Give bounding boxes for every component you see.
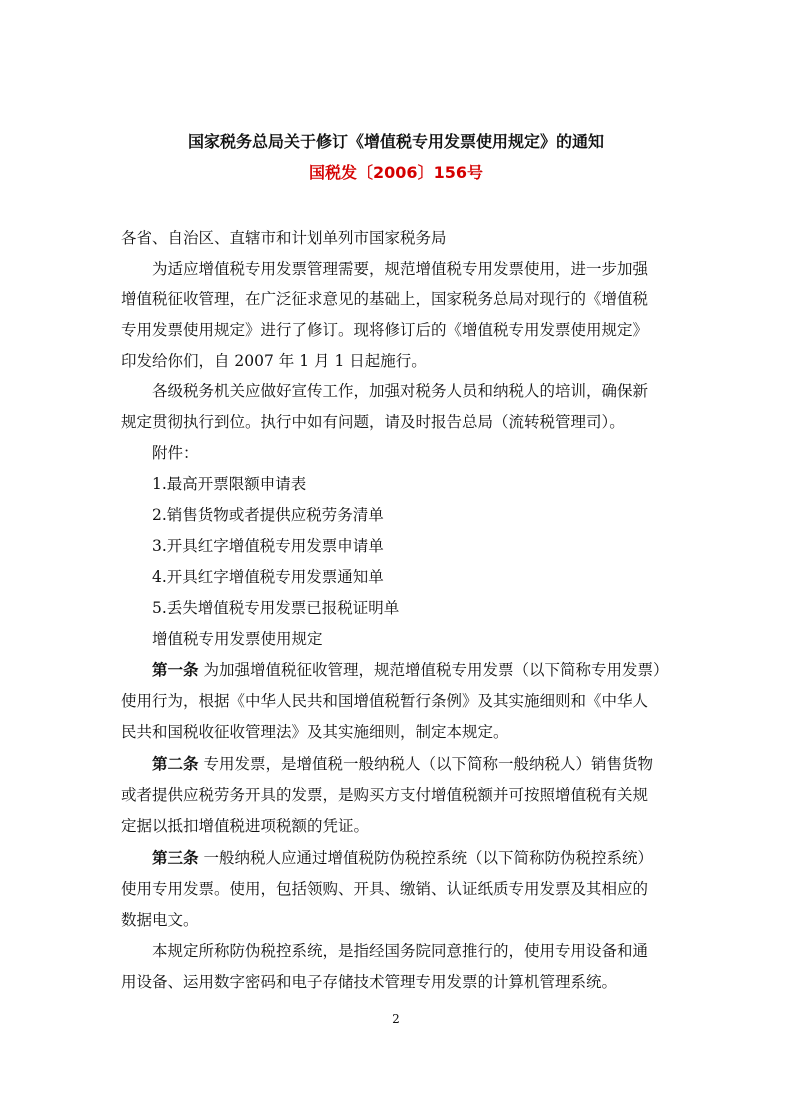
article-2 (152, 753, 653, 775)
page-title: 国家税务总局关于修订《增值税专用发票使用规定》的通知 (187, 132, 604, 151)
attachments-label: 附件： (152, 444, 199, 462)
addressee: 各省、自治区、直辖市和计划单列市国家税务局 (121, 229, 447, 247)
article-text: 为加强增值税征收管理，规范增值税专用发票（以下简称专用发票） (203, 661, 669, 679)
paragraph-line: 为适应增值税专用发票管理需要，规范增值税专用发票使用，进一步加强 (152, 260, 649, 278)
paragraph-line: 定据以抵扣增值税进项税额的凭证。 (121, 817, 370, 835)
page-number: 2 (392, 1012, 400, 1026)
paragraph-line: 或者提供应税劳务开具的发票，是购买方支付增值税额并可按照增值税有关规 (121, 786, 649, 804)
attachment-item: 4.开具红字增值税专用发票通知单 (152, 568, 384, 586)
paragraph-line: 使用专用发票。使用，包括领购、开具、缴销、认证纸质专用发票及其相应的 (121, 880, 649, 898)
attachment-item: 3.开具红字增值税专用发票申请单 (152, 537, 384, 555)
document-number: 国税发〔2006〕156号 (309, 163, 483, 182)
paragraph-line: 数据电文。 (121, 911, 199, 929)
paragraph-line: 增值税征收管理，在广泛征求意见的基础上，国家税务总局对现行的《增值税 (121, 290, 649, 308)
paragraph-line: 用设备、运用数字密码和电子存储技术管理专用发票的计算机管理系统。 (121, 973, 618, 991)
paragraph-line: 印发给你们，自 2007 年 1 月 1 日起施行。 (121, 352, 427, 370)
article-label: 第一条 (152, 661, 199, 679)
article-1 (152, 659, 668, 681)
attachment-item: 5.丢失增值税专用发票已报税证明单 (152, 599, 400, 617)
paragraph-line: 专用发票使用规定》进行了修订。现将修订后的《增值税专用发票使用规定》 (121, 321, 649, 339)
attachment-item: 2.销售货物或者提供应税劳务清单 (152, 506, 384, 524)
article-3 (152, 847, 653, 869)
attachment-item: 1.最高开票限额申请表 (152, 475, 307, 493)
regulation-title: 增值税专用发票使用规定 (152, 630, 323, 648)
article-text: 一般纳税人应通过增值税防伪税控系统（以下简称防伪税控系统） (203, 849, 653, 867)
article-label: 第二条 (152, 755, 199, 773)
paragraph-line: 本规定所称防伪税控系统，是指经国务院同意推行的，使用专用设备和通 (152, 942, 649, 960)
paragraph-line: 各级税务机关应做好宣传工作，加强对税务人员和纳税人的培训，确保新 (152, 382, 649, 400)
paragraph-line: 民共和国税收征收管理法》及其实施细则，制定本规定。 (121, 723, 509, 741)
paragraph-line: 规定贯彻执行到位。执行中如有问题，请及时报告总局（流转税管理司）。 (121, 413, 625, 431)
article-text: 专用发票，是增值税一般纳税人（以下简称一般纳税人）销售货物 (203, 755, 653, 773)
article-label: 第三条 (152, 849, 199, 867)
paragraph-line: 使用行为，根据《中华人民共和国增值税暂行条例》及其实施细则和《中华人 (121, 692, 649, 710)
